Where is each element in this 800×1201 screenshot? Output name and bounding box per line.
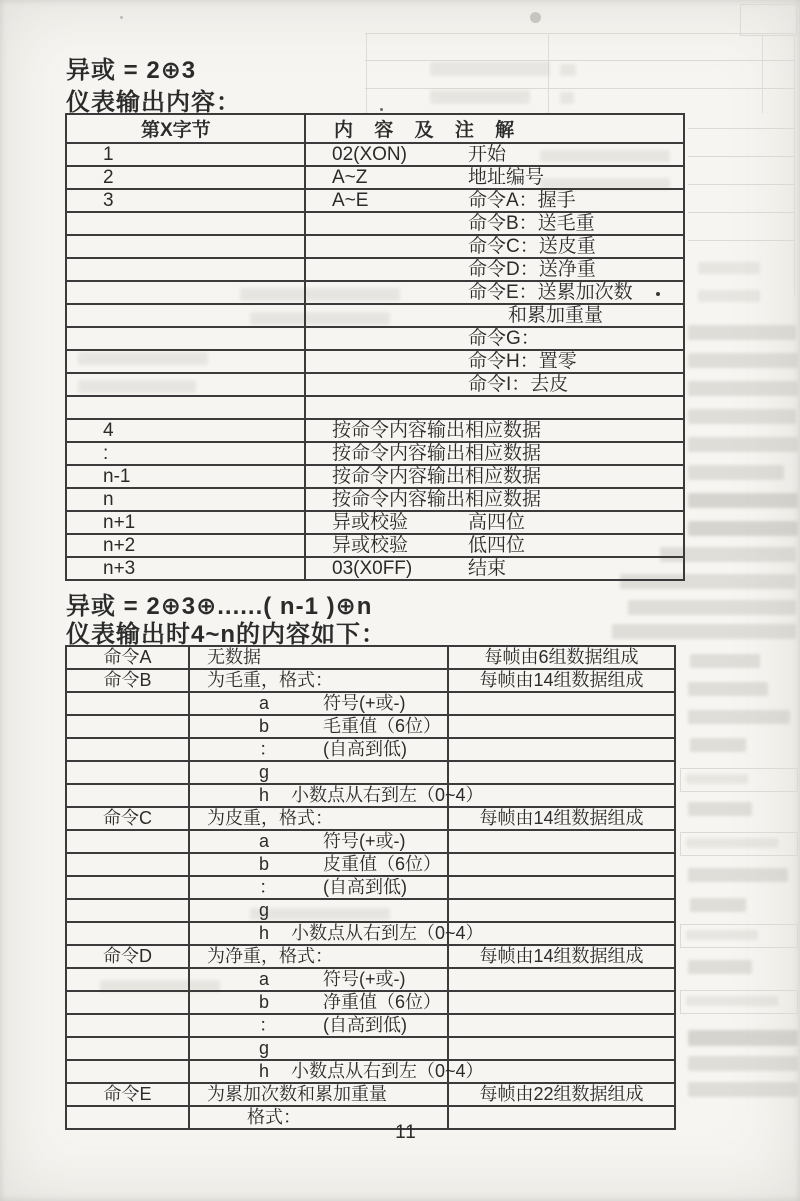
table-row	[66, 281, 684, 304]
format-cell	[189, 761, 448, 784]
bleedthrough-smudge	[688, 381, 798, 396]
command-cell: 命令B	[66, 669, 189, 692]
format-letter: a	[259, 693, 270, 713]
bleedthrough-line	[688, 212, 794, 213]
format-letter: a	[259, 831, 270, 851]
format-cell	[189, 830, 448, 853]
command-cell: 命令C	[66, 807, 189, 830]
table-row	[66, 738, 675, 761]
scan-speckle	[120, 16, 123, 19]
format-desc: 符号(+或-)	[323, 969, 406, 989]
annotation-text: 命令A：握手	[468, 189, 576, 211]
format-letter: h	[259, 1061, 270, 1081]
table-row	[66, 235, 684, 258]
format-text: 为净重，格式：	[207, 946, 333, 966]
bleedthrough-line	[365, 60, 795, 61]
format-letter: ：	[259, 1015, 277, 1035]
bleedthrough-smudge	[430, 62, 550, 76]
code-text: 03(X0FF)	[332, 557, 413, 579]
content-text: 按命令内容输出相应数据	[332, 465, 542, 487]
bleedthrough-line	[365, 33, 795, 34]
byte-label: :	[103, 442, 109, 464]
byte-cell	[66, 396, 305, 419]
bleedthrough-smudge	[688, 868, 788, 882]
command-cell: 命令A	[66, 646, 189, 669]
bleedthrough-smudge	[612, 624, 796, 639]
byte-table-body	[66, 143, 684, 580]
byte-cell	[66, 166, 305, 189]
format-letter: b	[259, 854, 270, 874]
content-text: 按命令内容输出相应数据	[332, 419, 542, 441]
format-desc: 小数点从右到左（0~4）	[291, 1061, 484, 1081]
table-row	[66, 396, 684, 419]
format-text: 为累加次数和累加重量	[207, 1084, 387, 1104]
scan-speckle	[380, 108, 383, 111]
byte-cell	[66, 281, 305, 304]
byte-cell	[66, 212, 305, 235]
byte-cell	[66, 350, 305, 373]
table-row	[66, 373, 684, 396]
byte-label: 2	[103, 166, 114, 188]
frame-cell	[448, 830, 675, 853]
format-text: 无数据	[207, 647, 261, 667]
table-row	[66, 557, 684, 580]
frame-cell	[448, 692, 675, 715]
annotation-text: 和累加重量	[508, 304, 604, 326]
code-text: 异或校验	[332, 534, 409, 556]
frame-cell	[448, 1037, 675, 1060]
scan-speckle	[530, 12, 541, 23]
format-cell	[189, 899, 448, 922]
table-row	[66, 968, 675, 991]
format-text: 为皮重，格式：	[207, 808, 333, 828]
content-cell	[305, 143, 684, 166]
frame-cell	[448, 1014, 675, 1037]
content-cell	[305, 396, 684, 419]
format-letter: h	[259, 785, 270, 805]
table-row	[66, 327, 684, 350]
code-text: A~E	[332, 189, 369, 211]
bleedthrough-smudge	[560, 64, 576, 76]
content-cell	[305, 212, 684, 235]
command-cell	[66, 876, 189, 899]
byte-cell	[66, 327, 305, 350]
bleedthrough-smudge	[688, 1056, 798, 1071]
byte-cell	[66, 304, 305, 327]
xor-formula-1: 异或 = 2⊕3	[66, 57, 197, 84]
format-desc: (自高到低)	[323, 1015, 407, 1035]
frame-cell	[448, 991, 675, 1014]
format-text: 为毛重，格式：	[207, 670, 333, 690]
byte-cell	[66, 488, 305, 511]
table-row	[66, 876, 675, 899]
code-text: A~Z	[332, 166, 368, 188]
bleedthrough-smudge	[688, 437, 798, 452]
frame-cell	[448, 715, 675, 738]
frame-cell	[448, 738, 675, 761]
annotation-text: 命令D：送净重	[468, 258, 596, 280]
bleedthrough-box	[740, 4, 797, 36]
format-cell	[189, 853, 448, 876]
byte-cell	[66, 557, 305, 580]
content-cell	[305, 465, 684, 488]
frame-cell: 每帧由6组数据组成	[448, 646, 675, 669]
format-desc: 小数点从右到左（0~4）	[291, 785, 484, 805]
bleedthrough-smudge	[690, 738, 746, 752]
table-row	[66, 991, 675, 1014]
table-row	[66, 534, 684, 557]
content-col-header: 内 容 及 注 解	[305, 114, 684, 143]
format-cell	[189, 1014, 448, 1037]
annotation-text: 命令E：送累加次数	[468, 281, 633, 303]
format-cell	[189, 922, 484, 945]
byte-cell	[66, 511, 305, 534]
bleedthrough-smudge	[686, 996, 778, 1006]
format-text: 格式：	[247, 1107, 301, 1127]
format-cell	[189, 692, 448, 715]
content-cell	[305, 534, 684, 557]
command-cell	[66, 853, 189, 876]
format-desc: 毛重值（6位）	[323, 716, 442, 736]
xor-formula-2: 异或 = 2⊕3⊕......( n-1 )⊕n	[66, 593, 373, 620]
command-table	[65, 645, 676, 1130]
frame-cell	[448, 968, 675, 991]
table-row	[66, 922, 675, 945]
format-cell	[189, 738, 448, 761]
bleedthrough-smudge	[688, 1082, 798, 1097]
byte-label: n+3	[103, 557, 136, 579]
bleedthrough-smudge	[698, 290, 760, 302]
format-letter: g	[259, 762, 270, 782]
bleedthrough-smudge	[688, 960, 752, 974]
table-row	[66, 1014, 675, 1037]
format-cell	[189, 646, 448, 669]
bleedthrough-smudge	[686, 838, 778, 848]
table-row	[66, 350, 684, 373]
bleedthrough-smudge	[688, 521, 798, 536]
format-letter: b	[259, 716, 270, 736]
format-letter: g	[259, 900, 270, 920]
table-row	[66, 830, 675, 853]
annotation-text: 地址编号	[468, 166, 545, 188]
bleedthrough-smudge	[690, 898, 746, 912]
bleedthrough-line	[688, 156, 794, 157]
command-table-body	[66, 646, 675, 1129]
byte-cell	[66, 235, 305, 258]
bleedthrough-smudge	[690, 654, 760, 668]
annotation-text: 高四位	[468, 511, 526, 533]
table-row	[66, 807, 675, 830]
section1-title: 仪表输出内容：	[66, 89, 241, 116]
table-row	[66, 669, 675, 692]
command-cell	[66, 784, 189, 807]
format-cell	[189, 968, 448, 991]
content-text: 按命令内容输出相应数据	[332, 442, 542, 464]
byte-cell	[66, 373, 305, 396]
annotation-text: 命令H：置零	[468, 350, 577, 372]
content-cell	[305, 511, 684, 534]
section2-title: 仪表输出时4~n的内容如下：	[66, 621, 387, 648]
byte-label: n+2	[103, 534, 136, 556]
format-cell	[189, 991, 448, 1014]
format-letter: h	[259, 923, 270, 943]
frame-cell	[448, 853, 675, 876]
format-desc: (自高到低)	[323, 739, 407, 759]
format-desc: 符号(+或-)	[323, 831, 406, 851]
format-desc: 符号(+或-)	[323, 693, 406, 713]
format-cell	[189, 784, 484, 807]
byte-cell	[66, 189, 305, 212]
bleedthrough-smudge	[688, 409, 796, 424]
table-row	[66, 166, 684, 189]
table-row	[66, 212, 684, 235]
annotation-text: 低四位	[468, 534, 526, 556]
byte-col-header: 第X字节	[66, 114, 305, 143]
command-cell	[66, 968, 189, 991]
annotation-text: 开始	[468, 143, 507, 165]
format-cell	[189, 1060, 484, 1083]
format-letter: b	[259, 992, 270, 1012]
frame-cell: 每帧由14组数据组成	[448, 669, 675, 692]
bleedthrough-smudge	[688, 325, 796, 340]
command-cell	[66, 1037, 189, 1060]
content-cell	[305, 258, 684, 281]
byte-cell	[66, 442, 305, 465]
command-cell	[66, 899, 189, 922]
format-desc: (自高到低)	[323, 877, 407, 897]
format-cell	[189, 1083, 448, 1106]
bleedthrough-smudge	[628, 600, 796, 615]
frame-cell	[448, 761, 675, 784]
format-letter: ：	[259, 877, 277, 897]
bleedthrough-line	[365, 88, 795, 89]
table-row	[66, 511, 684, 534]
bleedthrough-smudge	[688, 682, 768, 696]
table-row	[66, 784, 675, 807]
frame-cell: 每帧由14组数据组成	[448, 807, 675, 830]
command-cell	[66, 1060, 189, 1083]
annotation-text: 命令B：送毛重	[468, 212, 595, 234]
byte-table	[65, 113, 685, 581]
annotation-text: 命令C：送皮重	[468, 235, 596, 257]
format-cell	[189, 876, 448, 899]
byte-cell	[66, 465, 305, 488]
content-cell	[305, 327, 684, 350]
byte-cell	[66, 258, 305, 281]
command-cell	[66, 1014, 189, 1037]
command-cell	[66, 991, 189, 1014]
byte-cell	[66, 534, 305, 557]
format-letter: g	[259, 1038, 270, 1058]
table-row	[66, 761, 675, 784]
format-desc: 净重值（6位）	[323, 992, 442, 1012]
bleedthrough-line	[688, 240, 794, 241]
table-row	[66, 1060, 675, 1083]
table-row	[66, 853, 675, 876]
byte-cell	[66, 419, 305, 442]
frame-cell	[448, 899, 675, 922]
content-cell	[305, 442, 684, 465]
table-row	[66, 442, 684, 465]
table-row	[66, 143, 684, 166]
content-cell	[305, 235, 684, 258]
bleedthrough-smudge	[686, 774, 748, 784]
table-row	[66, 189, 684, 212]
command-cell	[66, 922, 189, 945]
byte-label: 4	[103, 419, 114, 441]
table-row	[66, 465, 684, 488]
format-cell	[189, 669, 448, 692]
table-row	[66, 715, 675, 738]
byte-label: 3	[103, 189, 114, 211]
bleedthrough-smudge	[686, 930, 758, 940]
format-desc: 小数点从右到左（0~4）	[291, 923, 484, 943]
table-row	[66, 1037, 675, 1060]
command-cell: 命令E	[66, 1083, 189, 1106]
format-letter: a	[259, 969, 270, 989]
bleedthrough-line	[688, 128, 794, 129]
format-cell	[189, 945, 448, 968]
frame-cell	[448, 876, 675, 899]
command-cell	[66, 830, 189, 853]
bleedthrough-smudge	[688, 465, 784, 480]
command-cell	[66, 761, 189, 784]
byte-label: n-1	[103, 465, 131, 487]
content-cell	[305, 304, 684, 327]
content-cell	[305, 419, 684, 442]
table-row	[66, 488, 684, 511]
format-cell	[189, 807, 448, 830]
frame-cell: 每帧由22组数据组成	[448, 1083, 675, 1106]
table-row	[66, 899, 675, 922]
page-number: 11	[395, 1122, 417, 1143]
byte-label: n	[103, 488, 114, 510]
command-cell	[66, 692, 189, 715]
content-cell	[305, 166, 684, 189]
content-cell	[305, 189, 684, 212]
byte-table-header-row	[66, 114, 684, 143]
table-row	[66, 258, 684, 281]
code-text: 异或校验	[332, 511, 409, 533]
content-cell	[305, 373, 684, 396]
bleedthrough-smudge	[688, 802, 752, 816]
format-letter: ：	[259, 739, 277, 759]
byte-cell	[66, 143, 305, 166]
bleedthrough-line	[688, 184, 794, 185]
command-cell: 命令D	[66, 945, 189, 968]
bleedthrough-smudge	[688, 353, 798, 368]
byte-label: 1	[103, 143, 114, 165]
table-row	[66, 419, 684, 442]
bleedthrough-smudge	[688, 493, 798, 508]
bleedthrough-smudge	[698, 262, 760, 274]
annotation-text: 命令G：	[468, 327, 540, 349]
table-row	[66, 692, 675, 715]
format-cell	[189, 715, 448, 738]
bleedthrough-line	[762, 33, 763, 113]
bleedthrough-smudge	[560, 92, 574, 104]
content-cell	[305, 557, 684, 580]
content-text: 按命令内容输出相应数据	[332, 488, 542, 510]
content-cell	[305, 350, 684, 373]
bleedthrough-line	[794, 33, 795, 295]
frame-cell: 每帧由14组数据组成	[448, 945, 675, 968]
table-row	[66, 945, 675, 968]
table-row	[66, 1083, 675, 1106]
annotation-text: 结束	[468, 557, 507, 579]
table-row	[66, 304, 684, 327]
bleedthrough-smudge	[688, 1030, 798, 1046]
format-desc: 皮重值（6位）	[323, 854, 442, 874]
command-cell	[66, 738, 189, 761]
command-cell	[66, 715, 189, 738]
table-row	[66, 646, 675, 669]
annotation-text: 命令I：去皮	[468, 373, 569, 395]
byte-label: n+1	[103, 511, 136, 533]
content-cell	[305, 488, 684, 511]
format-cell	[189, 1037, 448, 1060]
code-text: 02(XON)	[332, 143, 407, 165]
content-cell	[305, 281, 684, 304]
bleedthrough-smudge	[430, 90, 530, 104]
bleedthrough-line	[366, 33, 367, 113]
bleedthrough-smudge	[688, 710, 790, 724]
